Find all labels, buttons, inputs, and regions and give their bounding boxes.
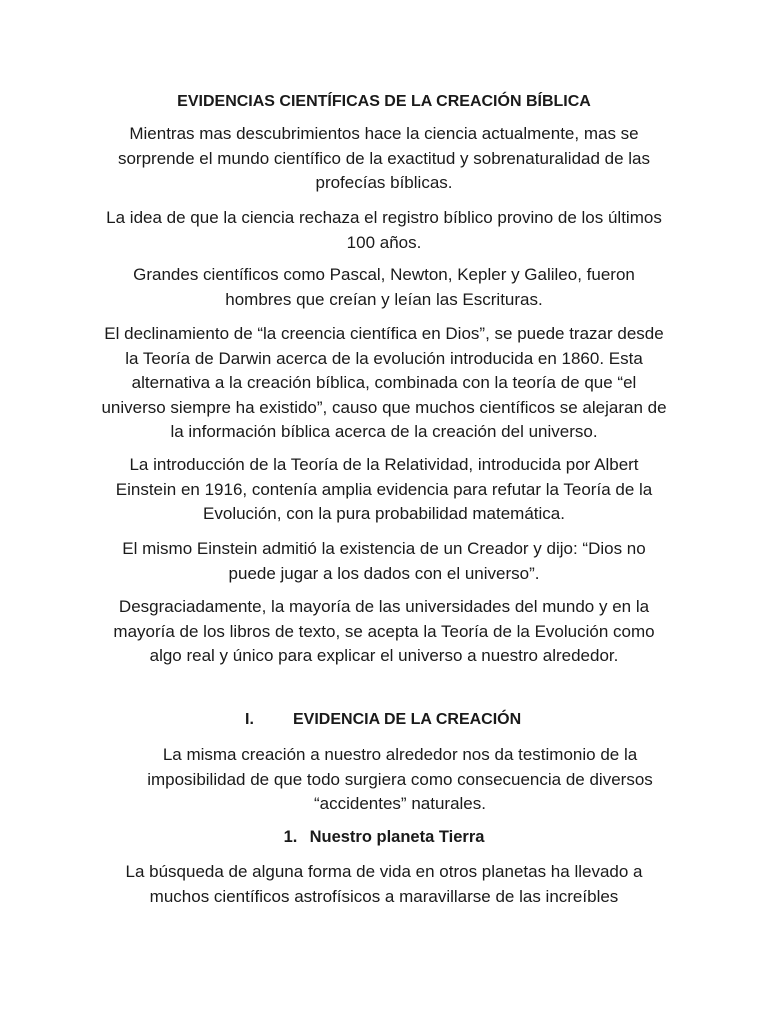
subsection-paragraph: La búsqueda de alguna forma de vida en otros planetas ha llevado a muchos científicos astrofísicos a maravillarse de las increíbles <box>125 862 643 906</box>
paragraph-6: El mismo Einstein admitió la existencia de un Creador y dijo: “Dios no puede jugar a los dados con el universo”. <box>122 539 646 583</box>
paragraph-4: El declinamiento de “la creencia científica en Dios”, se puede trazar desde la Teoría de Darwin acerca de la evolución introducida en 1860. Esta alternativa a la creación bíblica, combinada con la teoría de que “el universo siempre ha existido”, causo que muchos científicos se alejaran de la información bíblica acerca de la creación del universo. <box>101 324 667 441</box>
section-number: I. <box>245 711 254 728</box>
section-title: EVIDENCIA DE LA CREACIÓN <box>293 711 522 728</box>
document-title: EVIDENCIAS CIENTÍFICAS DE LA CREACIÓN BÍBLICA <box>177 93 591 110</box>
section-paragraph: La misma creación a nuestro alrededor nos da testimonio de la imposibilidad de que todo surgiera como consecuencia de diversos “accidentes” naturales. <box>147 745 653 813</box>
paragraph-3: Grandes científicos como Pascal, Newton, Kepler y Galileo, fueron hombres que creían y leían las Escrituras. <box>133 265 635 309</box>
subsection-heading <box>100 826 668 848</box>
paragraph-1: Mientras mas descubrimientos hace la ciencia actualmente, mas se sorprende el mundo científico de la exactitud y sobrenaturalidad de las profecías bíblicas. <box>117 124 651 192</box>
document-page <box>100 0 668 1024</box>
subsection-number: 1. <box>283 828 298 846</box>
paragraph-5: La introducción de la Teoría de la Relatividad, introducida por Albert Einstein en 1916, contenía amplia evidencia para refutar la Teoría de la Evolución, con la pura probabilidad matemática. <box>115 455 653 523</box>
section-heading <box>245 710 521 730</box>
paragraph-7: Desgraciadamente, la mayoría de las universidades del mundo y en la mayoría de los libros de texto, se acepta la Teoría de la Evolución como algo real y único para explicar el universo a nuestro alrededor. <box>113 597 655 665</box>
paragraph-2: La idea de que la ciencia rechaza el registro bíblico provino de los últimos 100 años. <box>106 208 662 252</box>
subsection-title: Nuestro planeta Tierra <box>309 828 485 846</box>
